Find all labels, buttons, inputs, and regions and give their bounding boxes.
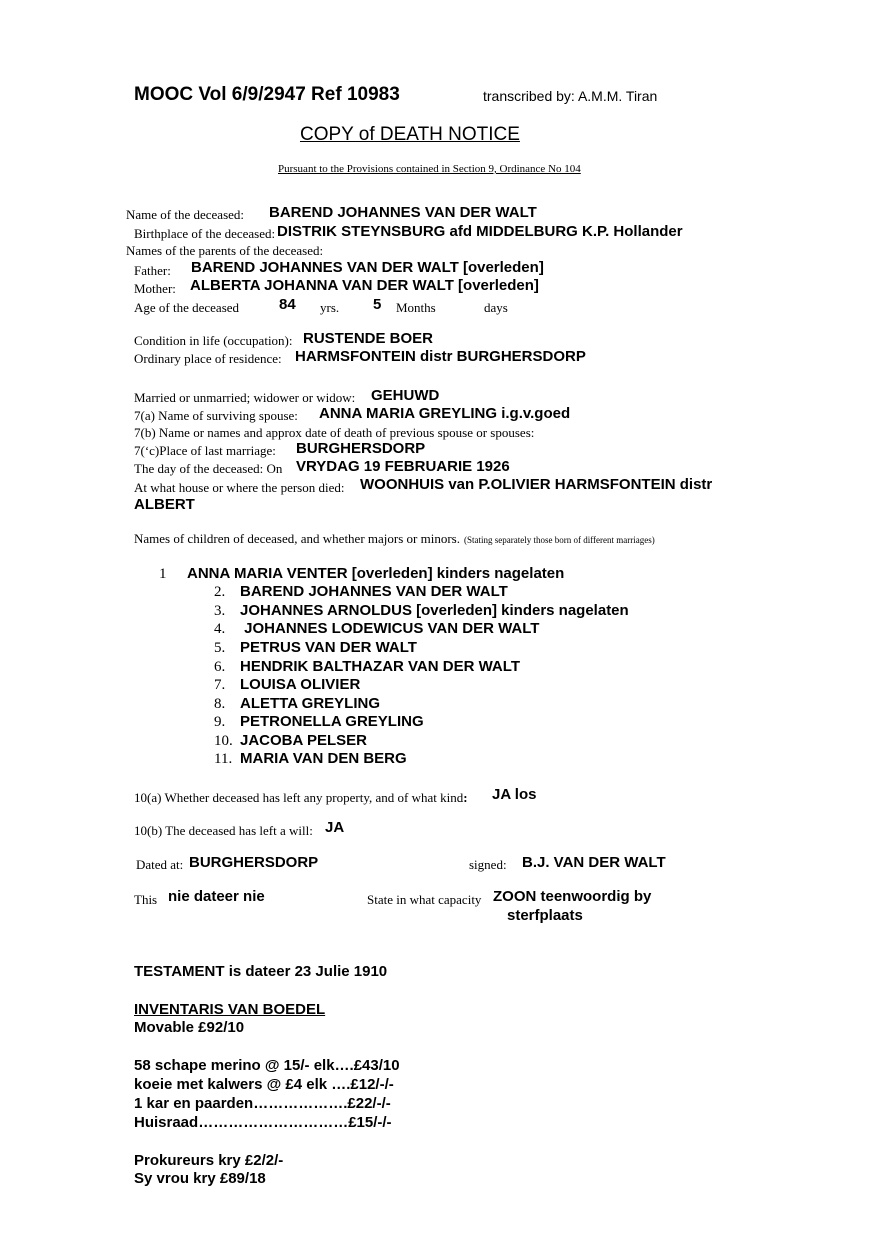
marriage-place: BURGHERSDORP	[296, 440, 426, 457]
child-name: PETRONELLA GREYLING	[240, 713, 424, 730]
occupation: RUSTENDE BOER	[303, 330, 434, 347]
spouse-label: 7(a) Name of surviving spouse:	[134, 408, 298, 423]
inventory-item: 1 kar en paarden……………….£22/-/-	[134, 1095, 391, 1112]
inventory-item: koeie met kalwers @ £4 elk ….£12/-/-	[134, 1076, 394, 1093]
name-label: Name of the deceased:	[126, 207, 245, 222]
days-label: days	[484, 300, 508, 315]
document-title: COPY of DEATH NOTICE	[300, 124, 520, 145]
marriage-place-label: 7(‘c)Place of last marriage:	[134, 443, 276, 458]
child-name: HENDRIK BALTHAZAR VAN DER WALT	[240, 658, 520, 675]
mother-name: ALBERTA JOHANNA VAN DER WALT [overleden]	[190, 277, 539, 294]
list-item	[214, 751, 407, 767]
child-name: ALETTA GREYLING	[240, 695, 380, 712]
signed-name: B.J. VAN DER WALT	[522, 854, 666, 871]
list-item	[159, 566, 564, 582]
birthplace-label: Birthplace of the deceased:	[134, 226, 276, 241]
child-name: LOUISA OLIVIER	[240, 676, 361, 693]
list-item	[214, 659, 520, 675]
inventory-title: INVENTARIS VAN BOEDEL	[134, 1001, 326, 1018]
father-label: Father:	[134, 263, 171, 278]
children-heading	[134, 531, 655, 547]
parents-label: Names of the parents of the deceased:	[126, 243, 324, 258]
list-item	[214, 603, 629, 619]
child-name: PETRUS VAN DER WALT	[240, 639, 417, 656]
child-number: 8.	[214, 696, 226, 712]
list-item	[214, 621, 539, 637]
age-months: 5	[373, 296, 382, 313]
child-name: JOHANNES ARNOLDUS [overleden] kinders nagelaten	[240, 602, 629, 619]
reference-heading: MOOC Vol 6/9/2947 Ref 10983	[134, 84, 400, 105]
list-item	[214, 696, 380, 712]
will-label: 10(b) The deceased has left a will:	[134, 823, 313, 838]
child-name: MARIA VAN DEN BERG	[240, 750, 407, 767]
dated-place: BURGHERSDORP	[189, 854, 319, 871]
death-day-label: The day of the deceased: On	[134, 461, 283, 476]
child-number: 4.	[214, 621, 226, 637]
this-label: This	[134, 892, 158, 907]
child-number: 2.	[214, 584, 226, 600]
document-subtitle: Pursuant to the Provisions contained in Section 9, Ordinance No 104	[278, 163, 581, 175]
inventory-item: Huisraad…………………………£15/-/-	[134, 1114, 392, 1131]
child-name: ANNA MARIA VENTER [overleden] kinders nagelaten	[187, 565, 565, 582]
child-number: 6.	[214, 659, 226, 675]
capacity-line2: sterfplaats	[507, 907, 583, 924]
child-number: 7.	[214, 677, 226, 693]
property-value: JA los	[492, 786, 537, 803]
list-item	[214, 584, 508, 600]
capacity-label: State in what capacity	[367, 892, 482, 907]
child-number: 1	[159, 566, 167, 582]
property-label: 10(a) Whether deceased has left any property, and of what kind	[134, 790, 464, 805]
spouse-name: ANNA MARIA GREYLING i.g.v.goed	[319, 405, 571, 422]
mother-label: Mother:	[134, 281, 176, 296]
movable-total: Movable £92/10	[134, 1019, 245, 1036]
transcriber-credit: transcribed by: A.M.M. Tiran	[483, 88, 658, 104]
property-colon: :	[463, 790, 468, 805]
child-name: BAREND JOHANNES VAN DER WALT	[240, 583, 508, 600]
this-value: nie dateer nie	[168, 888, 265, 905]
payment-item: Prokureurs kry £2/2/-	[134, 1152, 284, 1169]
children-label: Names of children of deceased, and whether majors or minors.	[134, 531, 460, 546]
child-number: 9.	[214, 714, 226, 730]
dated-label: Dated at:	[136, 857, 184, 872]
inventory-item: 58 schape merino @ 15/- elk….£43/10	[134, 1057, 400, 1074]
children-label-note: (Stating separately those born of different marriages)	[463, 535, 655, 545]
testament-note: TESTAMENT is dateer 23 Julie 1910	[134, 963, 388, 980]
years-label: yrs.	[320, 300, 340, 315]
occupation-label: Condition in life (occupation):	[134, 333, 293, 348]
residence-label: Ordinary place of residence:	[134, 351, 282, 366]
death-place-line1: WOONHUIS van P.OLIVIER HARMSFONTEIN distr	[360, 476, 713, 493]
months-label: Months	[396, 300, 436, 315]
marital-status: GEHUWD	[371, 387, 440, 404]
will-value: JA	[325, 819, 345, 836]
child-name: JACOBA PELSER	[240, 732, 367, 749]
child-number: 3.	[214, 603, 226, 619]
property-row	[134, 790, 468, 806]
death-day: VRYDAG 19 FEBRUARIE 1926	[296, 458, 510, 475]
age-label: Age of the deceased	[134, 300, 240, 315]
capacity-line1: ZOON teenwoordig by	[493, 888, 652, 905]
age-years: 84	[279, 296, 296, 313]
signed-label: signed:	[469, 857, 507, 872]
marital-label: Married or unmarried; widower or widow:	[134, 390, 356, 405]
child-number: 10.	[214, 733, 233, 749]
child-number: 11.	[214, 751, 233, 767]
death-place-label: At what house or where the person died:	[134, 480, 345, 495]
deceased-name: BAREND JOHANNES VAN DER WALT	[269, 204, 537, 221]
payment-item: Sy vrou kry £89/18	[134, 1170, 266, 1187]
list-item	[214, 677, 360, 693]
child-number: 5.	[214, 640, 226, 656]
father-name: BAREND JOHANNES VAN DER WALT [overleden]	[191, 259, 544, 276]
list-item	[214, 714, 424, 730]
residence: HARMSFONTEIN distr BURGHERSDORP	[295, 348, 586, 365]
list-item	[214, 733, 367, 749]
list-item	[214, 640, 417, 656]
child-name: JOHANNES LODEWICUS VAN DER WALT	[240, 620, 540, 637]
previous-spouse-label: 7(b) Name or names and approx date of death of previous spouse or spouses:	[134, 425, 535, 440]
death-place-line2: ALBERT	[134, 496, 195, 513]
birthplace: DISTRIK STEYNSBURG afd MIDDELBURG K.P. Hollander	[277, 223, 683, 240]
